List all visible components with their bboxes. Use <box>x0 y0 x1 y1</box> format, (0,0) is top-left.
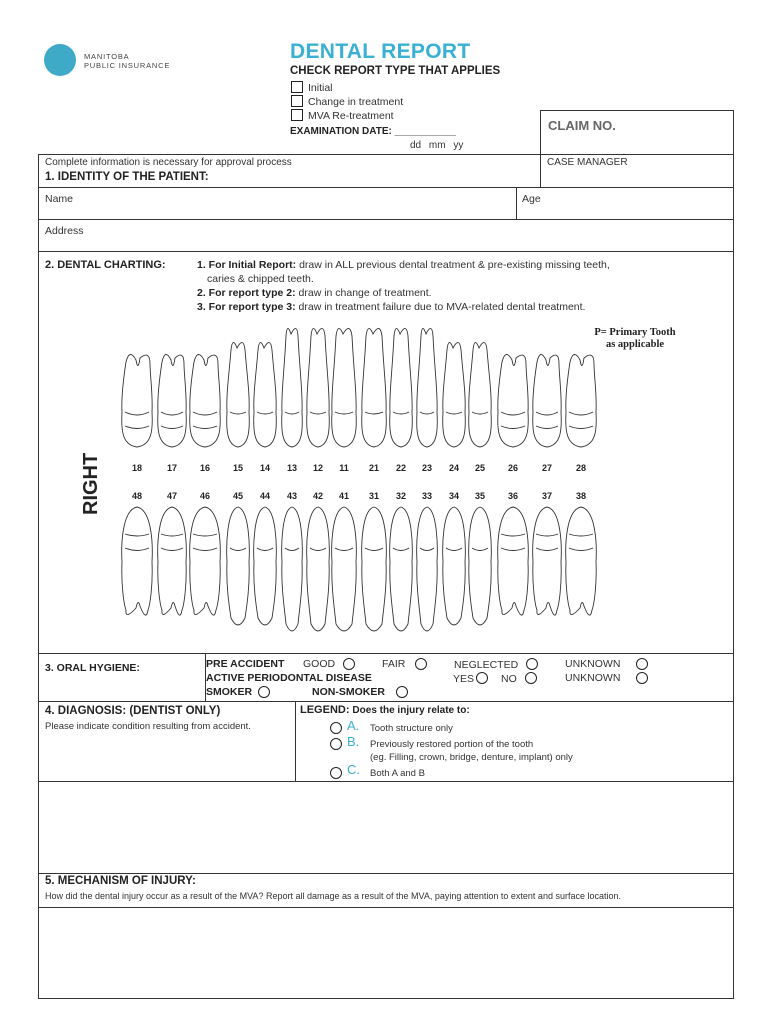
upper-tooth-crown-line[interactable] <box>335 412 353 414</box>
upper-tooth-number: 17 <box>166 463 177 473</box>
address-field[interactable]: Address <box>45 225 84 237</box>
upper-tooth-number: 12 <box>312 463 323 473</box>
instr-lead: 1. For Initial Report: <box>197 259 297 271</box>
name-field[interactable]: Name <box>45 193 74 205</box>
lower-tooth-number: 35 <box>474 491 485 501</box>
complete-info: Complete information is necessary for approval process <box>45 157 292 168</box>
lower-tooth-outline[interactable] <box>190 507 221 615</box>
upper-tooth-crown-line[interactable] <box>193 426 217 429</box>
neglected-radio[interactable] <box>526 658 538 670</box>
lower-tooth-outline[interactable] <box>533 507 562 615</box>
upper-tooth-crown-line[interactable] <box>501 412 525 415</box>
lower-tooth-number: 32 <box>395 491 406 501</box>
upper-tooth-number: 23 <box>421 463 432 473</box>
upper-tooth-number: 26 <box>507 463 518 473</box>
logo-line2: PUBLIC INSURANCE <box>84 61 171 70</box>
upper-tooth-number: 11 <box>339 463 349 473</box>
lower-tooth-crown-line[interactable] <box>569 534 593 536</box>
upper-tooth-number: 21 <box>368 463 379 473</box>
upper-tooth-crown-line[interactable] <box>536 426 558 429</box>
legend-a-letter: A. <box>347 718 360 733</box>
upper-tooth-number: 16 <box>199 463 210 473</box>
upper-teeth <box>122 328 597 447</box>
lower-tooth-number: 42 <box>312 491 323 501</box>
upper-tooth-crown-line[interactable] <box>161 412 183 415</box>
lower-tooth-number: 37 <box>541 491 552 501</box>
upper-tooth-crown-line[interactable] <box>125 412 149 415</box>
legend-a-text: Tooth structure only <box>370 723 453 734</box>
upper-tooth-outline[interactable] <box>417 328 438 447</box>
lower-tooth-number: 36 <box>507 491 518 501</box>
instr-text: draw in ALL previous dental treatment & pre-existing missing teeth, <box>296 259 610 271</box>
lower-tooth-outline[interactable] <box>390 507 413 631</box>
legend-question: Does the injury relate to: <box>352 705 470 716</box>
smoker-radio[interactable] <box>258 686 270 698</box>
section4-title: 4. DIAGNOSIS: (DENTIST ONLY) <box>45 705 221 717</box>
legend-c-text: Both A and B <box>370 768 425 779</box>
yes-radio[interactable] <box>476 672 488 684</box>
lower-tooth-crown-line[interactable] <box>393 548 409 551</box>
upper-tooth-number: 27 <box>541 463 552 473</box>
lower-tooth-outline[interactable] <box>227 507 250 625</box>
lower-tooth-crown-line[interactable] <box>161 534 183 536</box>
upper-tooth-outline[interactable] <box>227 342 250 447</box>
diagnosis-hint: Please indicate condition resulting from accident. <box>45 721 251 732</box>
lower-tooth-outline[interactable] <box>122 507 153 615</box>
lower-tooth-crown-line[interactable] <box>420 548 434 551</box>
unknown-radio-1[interactable] <box>636 658 648 670</box>
lower-tooth-number: 48 <box>131 491 142 501</box>
lower-tooth-crown-line[interactable] <box>536 548 558 551</box>
upper-tooth-number: 28 <box>575 463 586 473</box>
lower-tooth-crown-line[interactable] <box>310 548 326 551</box>
upper-tooth-number: 15 <box>232 463 243 473</box>
upper-tooth-number: 22 <box>395 463 406 473</box>
lower-tooth-number: 31 <box>368 491 379 501</box>
lower-tooth-crown-line[interactable] <box>193 534 217 536</box>
lower-tooth-number: 45 <box>232 491 243 501</box>
upper-tooth-crown-line[interactable] <box>161 426 183 429</box>
mechanism-hint: How did the dental injury occur as a result of the MVA? Report all damage as a result of the MVA, paying attention to extent and surface location. <box>45 891 621 901</box>
lower-tooth-number: 47 <box>166 491 177 501</box>
instr-lead: 2. For report type 2: <box>197 287 296 299</box>
upper-tooth-crown-line[interactable] <box>365 412 383 414</box>
lower-tooth-outline[interactable] <box>282 507 303 631</box>
lower-tooth-outline[interactable] <box>498 507 529 615</box>
upper-tooth-outline[interactable] <box>498 354 529 447</box>
upper-tooth-outline[interactable] <box>190 354 221 447</box>
section2-title: 2. DENTAL CHARTING: <box>45 259 166 271</box>
good-label: GOOD <box>303 658 336 670</box>
lower-tooth-number: 43 <box>286 491 297 501</box>
upper-tooth-outline[interactable] <box>566 354 597 447</box>
option-mva-label: MVA Re-treatment <box>308 110 394 122</box>
lower-tooth-crown-line[interactable] <box>285 548 299 551</box>
upper-tooth-crown-line[interactable] <box>420 412 434 414</box>
instr-text: caries & chipped teeth. <box>207 273 314 285</box>
lower-tooth-crown-line[interactable] <box>125 534 149 536</box>
perio-label: ACTIVE PERIODONTAL DISEASE <box>206 672 372 684</box>
lower-tooth-outline[interactable] <box>443 507 466 625</box>
lower-tooth-crown-line[interactable] <box>501 548 525 551</box>
good-radio[interactable] <box>343 658 355 670</box>
case-manager-label[interactable]: CASE MANAGER <box>547 157 628 168</box>
lower-tooth-outline[interactable] <box>254 507 277 625</box>
lower-tooth-crown-line[interactable] <box>125 548 149 551</box>
upper-tooth-number: 25 <box>474 463 485 473</box>
lower-tooth-outline[interactable] <box>566 507 597 615</box>
legend-b-letter: B. <box>347 734 360 749</box>
upper-tooth-crown-line[interactable] <box>446 412 462 414</box>
logo-line1: MANITOBA <box>84 52 130 61</box>
lower-tooth-crown-line[interactable] <box>335 548 353 551</box>
lower-tooth-crown-line[interactable] <box>257 548 273 551</box>
unknown-radio-2[interactable] <box>636 672 648 684</box>
exam-date-label[interactable]: EXAMINATION DATE: ___________ <box>290 126 456 137</box>
non-smoker-label: NON-SMOKER <box>312 686 385 698</box>
lower-tooth-crown-line[interactable] <box>536 534 558 536</box>
lower-tooth-outline[interactable] <box>307 507 330 631</box>
no-label: NO <box>501 673 517 685</box>
legend-heading <box>300 704 470 716</box>
section1-title: 1. IDENTITY OF THE PATIENT: <box>45 171 209 183</box>
instr-text: draw in treatment failure due to MVA-related dental treatment. <box>295 301 586 313</box>
upper-tooth-crown-line[interactable] <box>569 412 593 415</box>
upper-tooth-crown-line[interactable] <box>472 412 488 414</box>
lower-tooth-crown-line[interactable] <box>365 548 383 551</box>
report-type-heading: CHECK REPORT TYPE THAT APPLIES <box>290 65 501 77</box>
lower-tooth-crown-line[interactable] <box>193 548 217 551</box>
upper-tooth-outline[interactable] <box>533 354 562 447</box>
non-smoker-radio[interactable] <box>396 686 408 698</box>
fair-radio[interactable] <box>415 658 427 670</box>
upper-tooth-crown-line[interactable] <box>569 426 593 429</box>
right-side-label: RIGHT <box>80 452 102 515</box>
page-title: DENTAL REPORT <box>290 40 471 63</box>
option-initial-label: Initial <box>308 82 333 94</box>
instr-text: draw in change of treatment. <box>295 287 432 299</box>
legend-c-radio[interactable] <box>330 767 342 779</box>
upper-tooth-outline[interactable] <box>158 354 187 447</box>
unknown-label-1: UNKNOWN <box>565 658 621 670</box>
primary-tooth-line1: P= Primary Tooth <box>594 327 676 338</box>
upper-tooth-outline[interactable] <box>122 354 153 447</box>
upper-tooth-crown-line[interactable] <box>536 412 558 415</box>
upper-tooth-number: 13 <box>286 463 297 473</box>
lower-tooth-number: 44 <box>259 491 270 501</box>
date-format: dd mm yy <box>410 140 464 151</box>
option-change-label: Change in treatment <box>308 96 404 108</box>
lower-tooth-crown-line[interactable] <box>230 548 246 551</box>
instr-lead: 3. For report type 3: <box>197 301 296 313</box>
legend-b-note: (eg. Filling, crown, bridge, denture, implant) only <box>370 752 573 763</box>
upper-tooth-number: 18 <box>131 463 142 473</box>
legend-b-radio[interactable] <box>330 738 342 750</box>
lower-teeth <box>122 507 597 631</box>
claim-label: CLAIM NO. <box>548 118 616 133</box>
upper-tooth-crown-line[interactable] <box>310 412 326 414</box>
section3-title: 3. ORAL HYGIENE: <box>45 662 140 674</box>
upper-tooth-outline[interactable] <box>282 328 303 447</box>
lower-tooth-number: 38 <box>575 491 586 501</box>
lower-tooth-number: 33 <box>421 491 432 501</box>
lower-tooth-outline[interactable] <box>332 507 357 631</box>
lower-tooth-outline[interactable] <box>417 507 438 631</box>
lower-tooth-number: 41 <box>338 491 349 501</box>
legend-a-radio[interactable] <box>330 722 342 734</box>
upper-tooth-crown-line[interactable] <box>193 412 217 415</box>
age-field[interactable]: Age <box>522 193 541 205</box>
upper-tooth-crown-line[interactable] <box>501 426 525 429</box>
lower-tooth-number: 34 <box>448 491 459 501</box>
lower-tooth-crown-line[interactable] <box>501 534 525 536</box>
lower-tooth-outline[interactable] <box>362 507 387 631</box>
upper-tooth-outline[interactable] <box>332 328 357 447</box>
neglected-label: NEGLECTED <box>454 659 519 671</box>
section5-title: 5. MECHANISM OF INJURY: <box>45 875 196 887</box>
upper-tooth-crown-line[interactable] <box>125 426 149 429</box>
upper-tooth-outline[interactable] <box>469 342 492 447</box>
upper-tooth-outline[interactable] <box>362 328 387 447</box>
upper-tooth-crown-line[interactable] <box>393 412 409 414</box>
lower-tooth-outline[interactable] <box>469 507 492 625</box>
upper-tooth-number: 14 <box>259 463 270 473</box>
primary-tooth-line2: as applicable <box>605 339 665 350</box>
lower-tooth-crown-line[interactable] <box>161 548 183 551</box>
upper-tooth-number: 24 <box>448 463 459 473</box>
lower-tooth-outline[interactable] <box>158 507 187 615</box>
unknown-label-2: UNKNOWN <box>565 672 621 684</box>
lower-tooth-crown-line[interactable] <box>446 548 462 551</box>
no-radio[interactable] <box>525 672 537 684</box>
upper-tooth-outline[interactable] <box>254 342 277 447</box>
upper-tooth-outline[interactable] <box>443 342 466 447</box>
lower-tooth-crown-line[interactable] <box>569 548 593 551</box>
legend-b-text: Previously restored portion of the tooth <box>370 739 534 750</box>
upper-tooth-outline[interactable] <box>307 328 330 447</box>
fair-label: FAIR <box>382 658 406 670</box>
upper-tooth-outline[interactable] <box>390 328 413 447</box>
upper-tooth-crown-line[interactable] <box>257 412 273 414</box>
lower-tooth-crown-line[interactable] <box>472 548 488 551</box>
legend-label: LEGEND: <box>300 704 350 716</box>
lower-tooth-number: 46 <box>199 491 210 501</box>
pre-accident-label: PRE ACCIDENT <box>206 658 285 670</box>
upper-tooth-crown-line[interactable] <box>230 412 246 414</box>
smoker-label: SMOKER <box>206 686 253 698</box>
upper-tooth-crown-line[interactable] <box>285 412 299 414</box>
yes-label: YES <box>453 673 475 685</box>
legend-c-letter: C. <box>347 762 360 777</box>
